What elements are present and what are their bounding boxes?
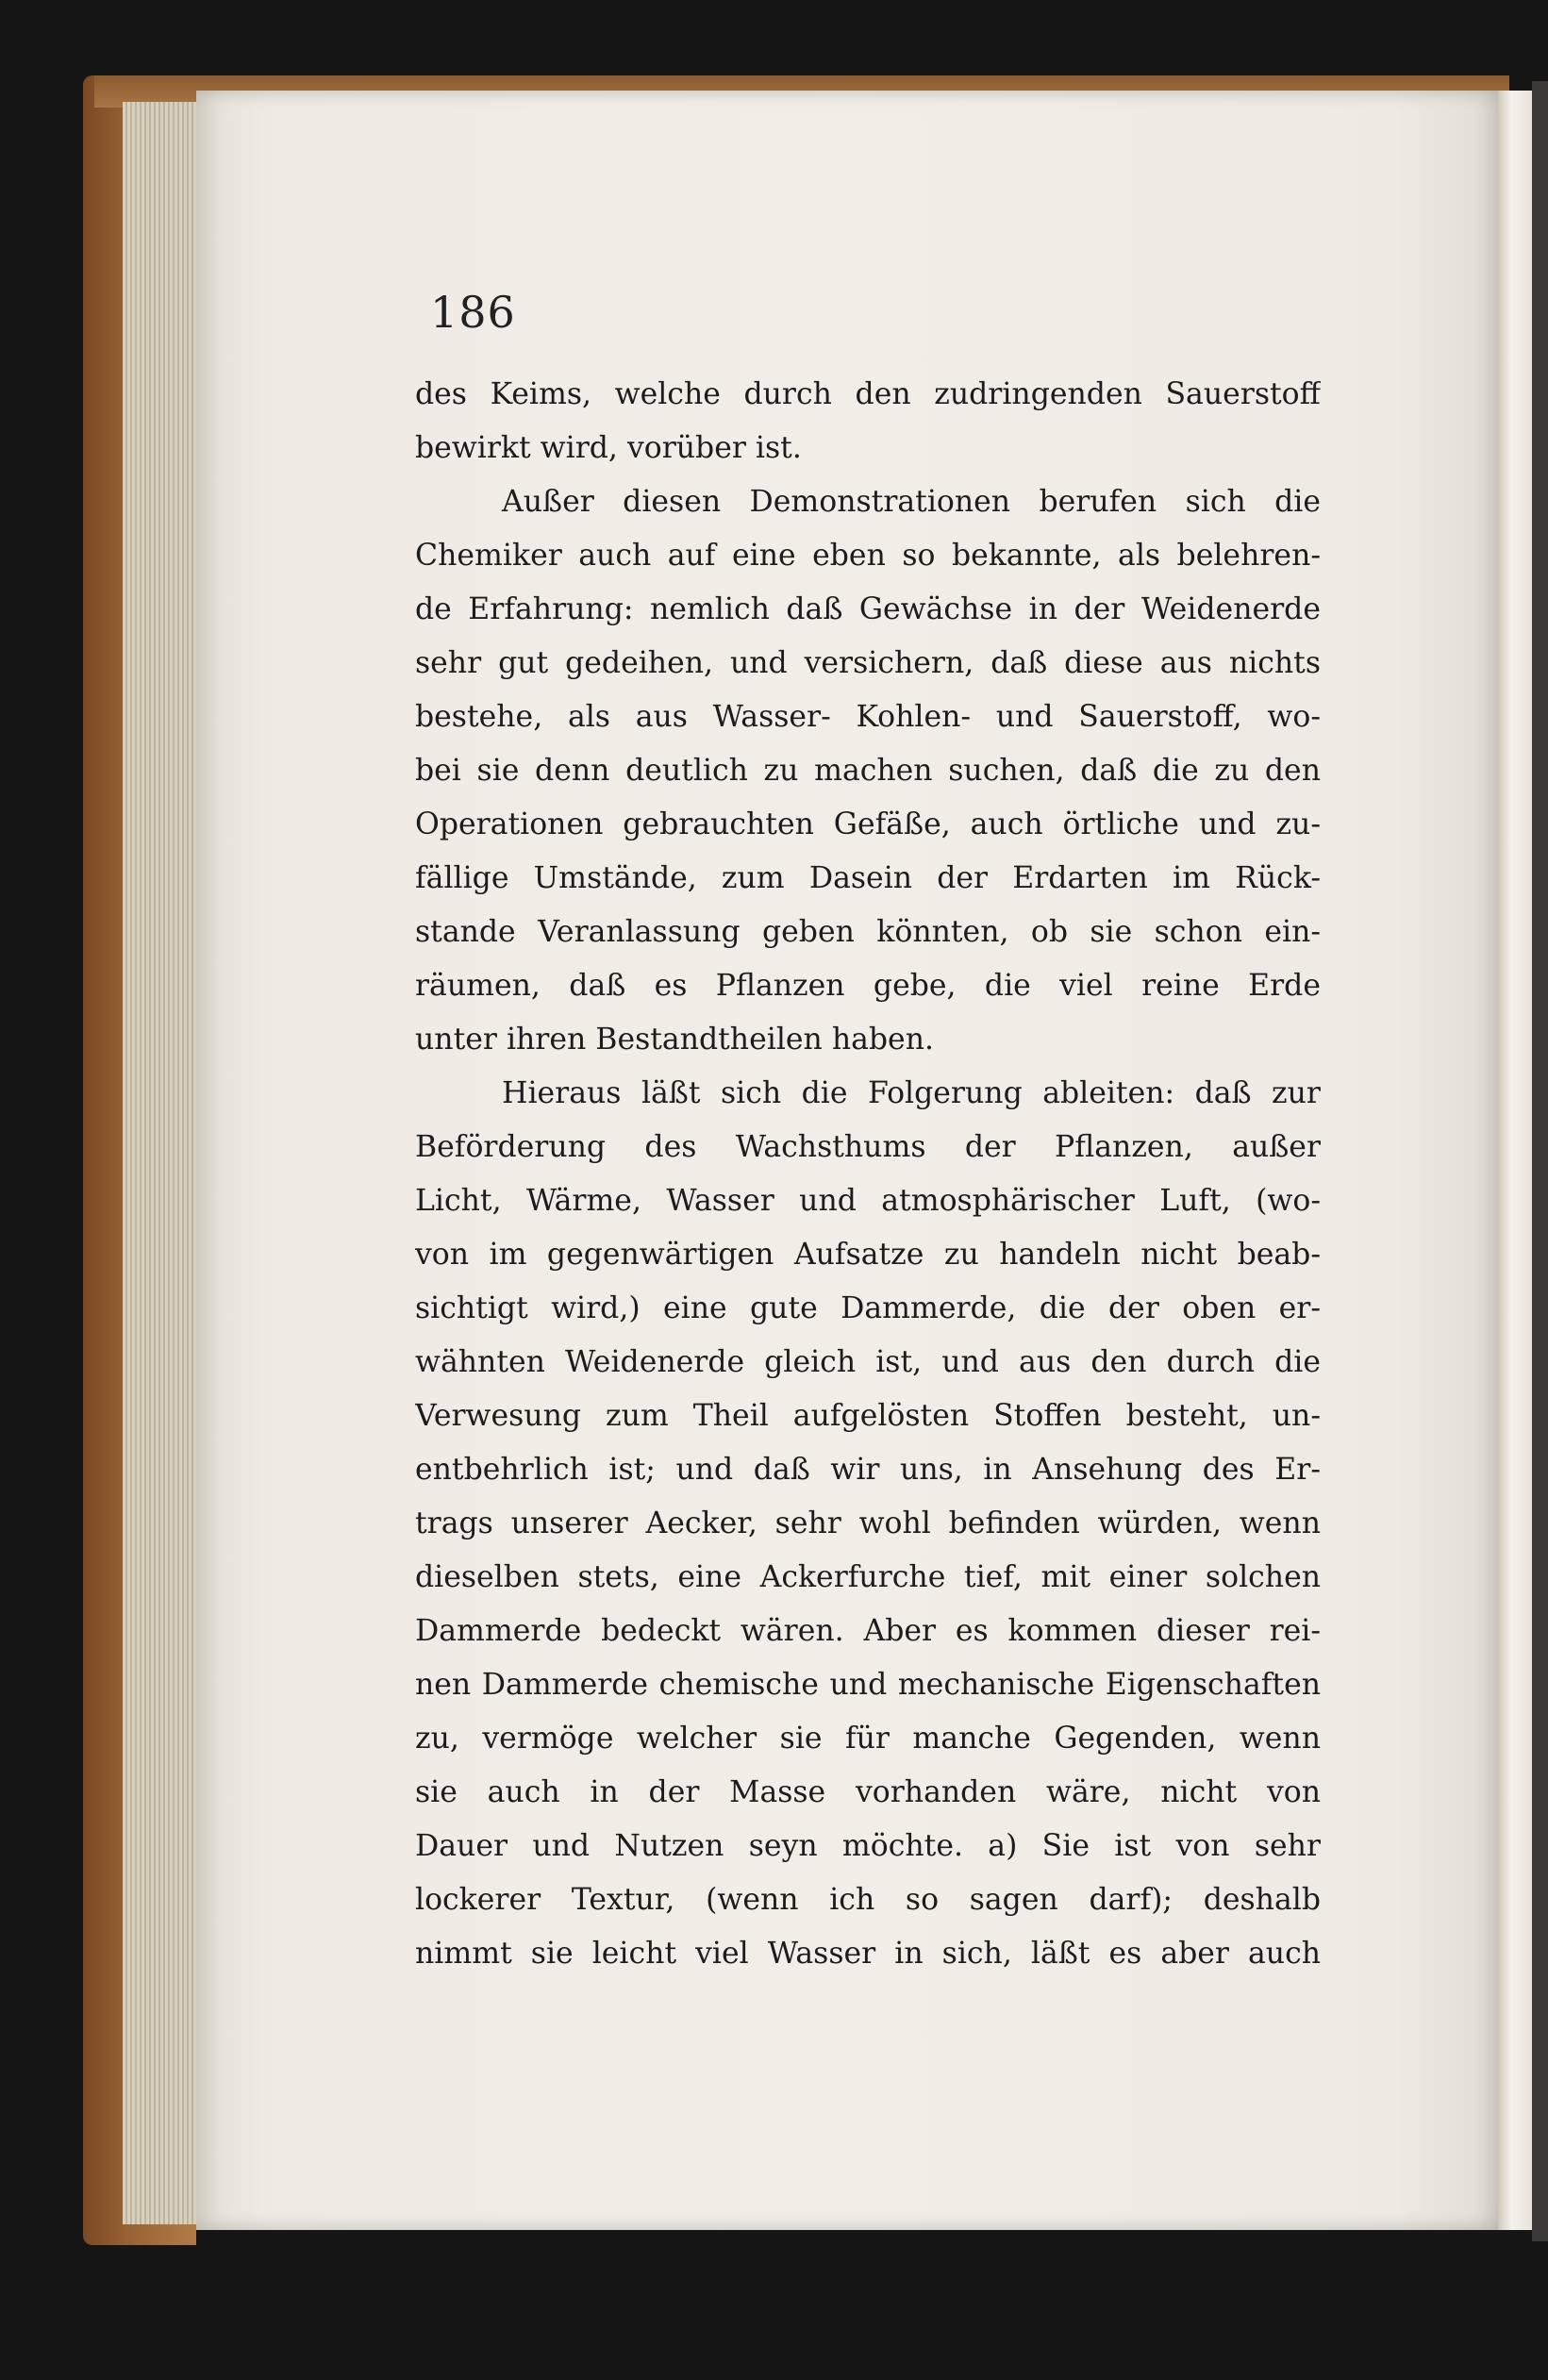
text-line: nimmt sie leicht viel Wasser in sich, läßt es aber auch: [415, 1937, 1321, 1971]
text-line: unter ihren Bestandtheilen haben.: [415, 1023, 935, 1057]
text-line: bewirkt wird, vorüber ist.: [415, 431, 802, 465]
text-line: Verwesung zum Theil aufgelösten Stoffen besteht, un-: [415, 1399, 1321, 1433]
text-line: bei sie denn deutlich zu machen suchen, daß die zu den: [415, 754, 1321, 788]
text-line: sichtigt wird,) eine gute Dammerde, die der oben er-: [415, 1291, 1321, 1325]
text-line: entbehrlich ist; und daß wir uns, in Ansehung des Er-: [415, 1453, 1321, 1487]
body-text: [415, 368, 1321, 1981]
text-line: von im gegenwärtigen Aufsatze zu handeln nicht beab-: [415, 1238, 1321, 1272]
text-line: Licht, Wärme, Wasser und atmosphärischer Luft, (wo-: [415, 1184, 1321, 1218]
text-line: Dauer und Nutzen seyn möchte. a) Sie ist von sehr: [415, 1829, 1321, 1863]
text-line: sie auch in der Masse vorhanden wäre, nicht von: [415, 1775, 1321, 1809]
page-number: 186: [430, 287, 516, 338]
text-line: bestehe, als aus Wasser- Kohlen- und Sauerstoff, wo-: [415, 700, 1321, 734]
text-line: trags unserer Aecker, sehr wohl befinden würden, wenn: [415, 1506, 1321, 1540]
text-line: des Keims, welche durch den zudringenden Sauerstoff: [415, 377, 1321, 411]
text-line: fällige Umstände, zum Dasein der Erdarten im Rück-: [415, 861, 1321, 895]
text-line: Operationen gebrauchten Gefäße, auch örtliche und zu-: [415, 807, 1321, 841]
book-cover-right: [1532, 81, 1548, 2241]
text-line: dieselben stets, eine Ackerfurche tief, mit einer solchen: [415, 1560, 1321, 1594]
text-line: zu, vermöge welcher sie für manche Gegenden, wenn: [415, 1722, 1321, 1756]
text-line: Dammerde bedeckt wären. Aber es kommen dieser rei-: [415, 1614, 1321, 1648]
page-edges: [123, 102, 198, 2224]
text-line: nen Dammerde chemische und mechanische Eigenschaften: [415, 1668, 1321, 1702]
text-line: lockerer Textur, (wenn ich so sagen darf); deshalb: [415, 1883, 1321, 1917]
text-line: wähnten Weidenerde gleich ist, und aus den durch die: [415, 1345, 1321, 1379]
text-line: Außer diesen Demonstrationen berufen sich die: [502, 485, 1321, 519]
text-line: räumen, daß es Pflanzen gebe, die viel reine Erde: [415, 969, 1321, 1003]
text-line: stande Veranlassung geben könnten, ob sie schon ein-: [415, 915, 1321, 949]
text-line: Beförderung des Wachsthums der Pflanzen, außer: [415, 1130, 1321, 1164]
text-line: Chemiker auch auf eine eben so bekannte, als belehren-: [415, 539, 1321, 573]
text-line: sehr gut gedeihen, und versichern, daß diese aus nichts: [415, 646, 1321, 680]
text-line: de Erfahrung: nemlich daß Gewächse in der Weidenerde: [415, 592, 1321, 626]
facing-page-edge: [1498, 91, 1532, 2230]
text-line: Hieraus läßt sich die Folgerung ableiten: daß zur: [502, 1076, 1321, 1110]
